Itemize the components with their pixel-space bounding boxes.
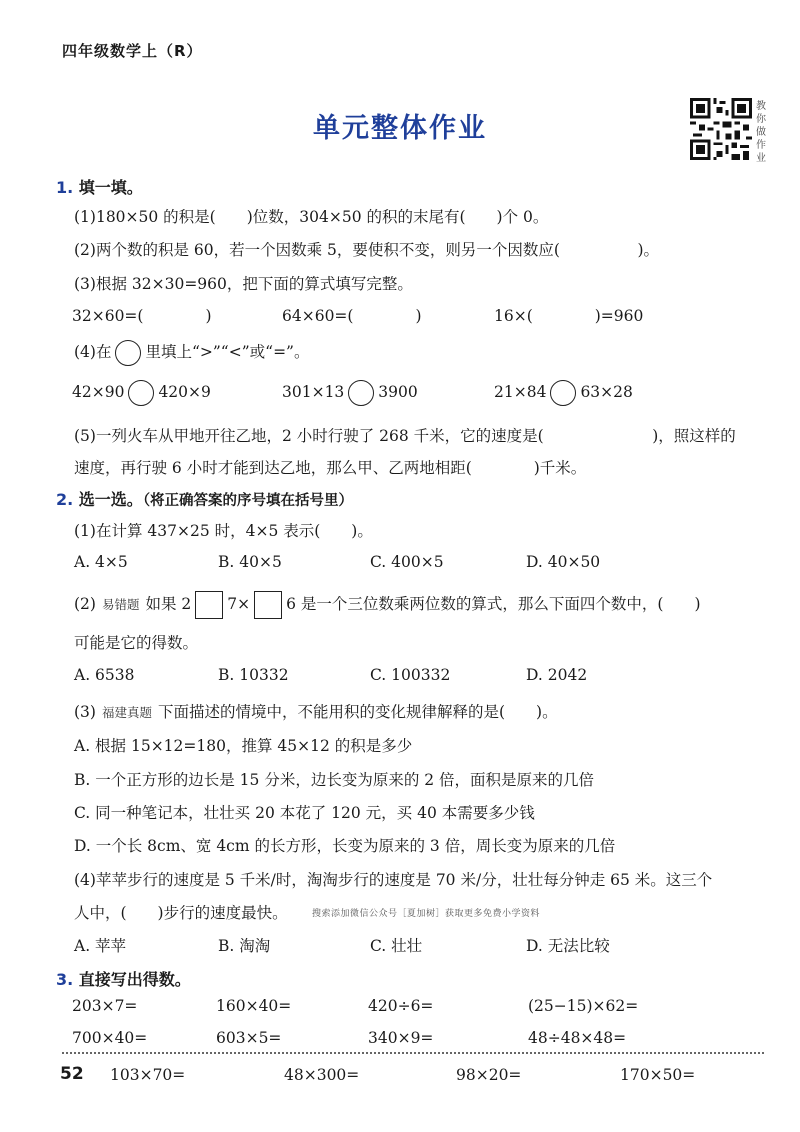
s1-q4-item-2 [282, 380, 418, 406]
compare-circle-icon [115, 340, 141, 366]
calc-item: 48÷48×48= [528, 1029, 627, 1047]
s1-q3-item-3: 16×( )=960 [494, 307, 644, 325]
s1-q4-prefix: (4)在 [74, 343, 112, 361]
calc-item: 48×300= [284, 1066, 360, 1084]
s2-q2-prefix: (2) [74, 595, 96, 613]
s1-question-1: (1)180×50 的积是( )位数，304×50 的积的末尾有( )个 0。 [74, 208, 549, 226]
section-1-heading [56, 175, 143, 198]
s1-question-2: (2)两个数的积是 60，若一个因数乘 5，要使积不变，则另一个因数应( )。 [74, 241, 659, 259]
section-2-number: 2. [56, 490, 74, 509]
calc-item: 340×9= [368, 1029, 434, 1047]
s2-q3-option-c: C. 同一种笔记本，壮壮买 20 本花了 120 元，买 40 本需要多少钱 [74, 804, 535, 822]
s2-q3-prefix: (3) [74, 703, 96, 721]
calc-item: 203×7= [72, 997, 138, 1015]
section-1-title: 填一填。 [78, 178, 143, 197]
s1-q3-item-1: 32×60=( ) [72, 307, 212, 325]
s2-question-2-line-2: 可能是它的得数。 [74, 634, 199, 652]
s2-q2-option-a: A. 6538 [74, 666, 135, 684]
s2-q1-option-a: A. 4×5 [74, 553, 128, 571]
s1-question-3: (3)根据 32×30=960，把下面的算式填写完整。 [74, 275, 413, 293]
compare-right: 63×28 [580, 383, 633, 401]
s2-q4-option-a: A. 苹苹 [74, 937, 127, 955]
page-title: 单元整体作业 [313, 113, 487, 144]
calc-item: 603×5= [216, 1029, 282, 1047]
digit-box-icon[interactable] [195, 591, 223, 619]
s2-q1-option-b: B. 40×5 [218, 553, 282, 571]
qr-label: 教你做作业 [756, 101, 766, 164]
s2-q3-option-b: B. 一个正方形的边长是 15 分米，边长变为原来的 2 倍，面积是原来的几倍 [74, 771, 595, 789]
calc-item: 98×20= [456, 1066, 522, 1084]
s2-q2-part-b: 7× [227, 595, 251, 613]
s2-question-1: (1)在计算 437×25 时，4×5 表示( )。 [74, 522, 373, 540]
calc-item: 160×40= [216, 997, 292, 1015]
error-prone-tag: 易错题 [101, 597, 140, 612]
compare-circle-icon[interactable] [550, 380, 576, 406]
s1-question-4 [74, 340, 309, 366]
fujian-exam-tag: 福建真题 [101, 705, 152, 720]
section-3-number: 3. [56, 970, 74, 989]
section-2-subtitle: （将正确答案的序号填在括号里） [142, 493, 354, 509]
compare-right: 3900 [378, 383, 418, 401]
watermark-text: 搜索添加微信公众号［夏加树］获取更多免费小学资料 [312, 909, 541, 919]
s2-q3-text: 下面描述的情境中，不能用积的变化规律解释的是( )。 [157, 703, 558, 721]
s2-q4-option-c: C. 壮壮 [370, 937, 423, 955]
s2-q4-option-b: B. 淘淘 [218, 937, 271, 955]
s1-q4-tail: 里填上“>”“<”或“=”。 [145, 343, 310, 361]
compare-right: 420×9 [158, 383, 211, 401]
section-3-title: 直接写出得数。 [78, 970, 191, 989]
book-header: 四年级数学上（R） [62, 42, 203, 60]
calc-item: 420÷6= [368, 997, 434, 1015]
section-1-number: 1. [56, 178, 74, 197]
section-2-heading [56, 487, 353, 510]
s2-q1-option-c: C. 400×5 [370, 553, 444, 571]
s1-question-5-line-1: (5)一列火车从甲地开往乙地，2 小时行驶了 268 千米，它的速度是( )，照这样的 [74, 427, 736, 445]
s2-question-4-line-2: 人中，( )步行的速度最快。 [74, 904, 288, 922]
compare-left: 42×90 [72, 383, 125, 401]
s2-q3-option-a: A. 根据 15×12=180，推算 45×12 的积是多少 [74, 737, 413, 755]
s2-q1-option-d: D. 40×50 [526, 553, 601, 571]
page-number: 52 [60, 1064, 84, 1084]
compare-left: 301×13 [282, 383, 345, 401]
compare-circle-icon[interactable] [128, 380, 154, 406]
s1-question-5-line-2: 速度，再行驶 6 小时才能到达乙地，那么甲、乙两地相距( )千米。 [74, 459, 587, 477]
compare-left: 21×84 [494, 383, 547, 401]
s2-q2-option-d: D. 2042 [526, 666, 588, 684]
s2-q3-option-d: D. 一个长 8cm、宽 4cm 的长方形，长变为原来的 3 倍，周长变为原来的几倍 [74, 837, 616, 855]
digit-box-icon[interactable] [254, 591, 282, 619]
s1-q4-item-3 [494, 380, 633, 406]
calc-item: 103×70= [110, 1066, 186, 1084]
s2-question-2 [74, 591, 701, 619]
s2-q4-option-d: D. 无法比较 [526, 937, 610, 955]
compare-circle-icon[interactable] [348, 380, 374, 406]
s2-q2-option-c: C. 100332 [370, 666, 451, 684]
s2-question-4-line-1: (4)苹苹步行的速度是 5 千米/时，淘淘步行的速度是 70 米/分，壮壮每分钟走 65 米。这三个 [74, 871, 713, 889]
s2-q2-option-b: B. 10332 [218, 666, 289, 684]
calc-item: (25−15)×62= [528, 997, 639, 1015]
section-3-heading [56, 967, 191, 990]
section-2-title: 选一选。 [78, 490, 143, 509]
s1-q4-item-1 [72, 380, 211, 406]
calc-item: 700×40= [72, 1029, 148, 1047]
s2-question-3 [74, 700, 558, 722]
s2-q2-part-c: 6 是一个三位数乘两位数的算式，那么下面四个数中，( ) [286, 595, 701, 613]
s1-q3-item-2: 64×60=( ) [282, 307, 422, 325]
dotted-divider [62, 1052, 764, 1054]
qr-code-icon[interactable] [690, 98, 752, 160]
calc-item: 170×50= [620, 1066, 696, 1084]
s2-q2-part-a: 如果 2 [145, 595, 192, 613]
